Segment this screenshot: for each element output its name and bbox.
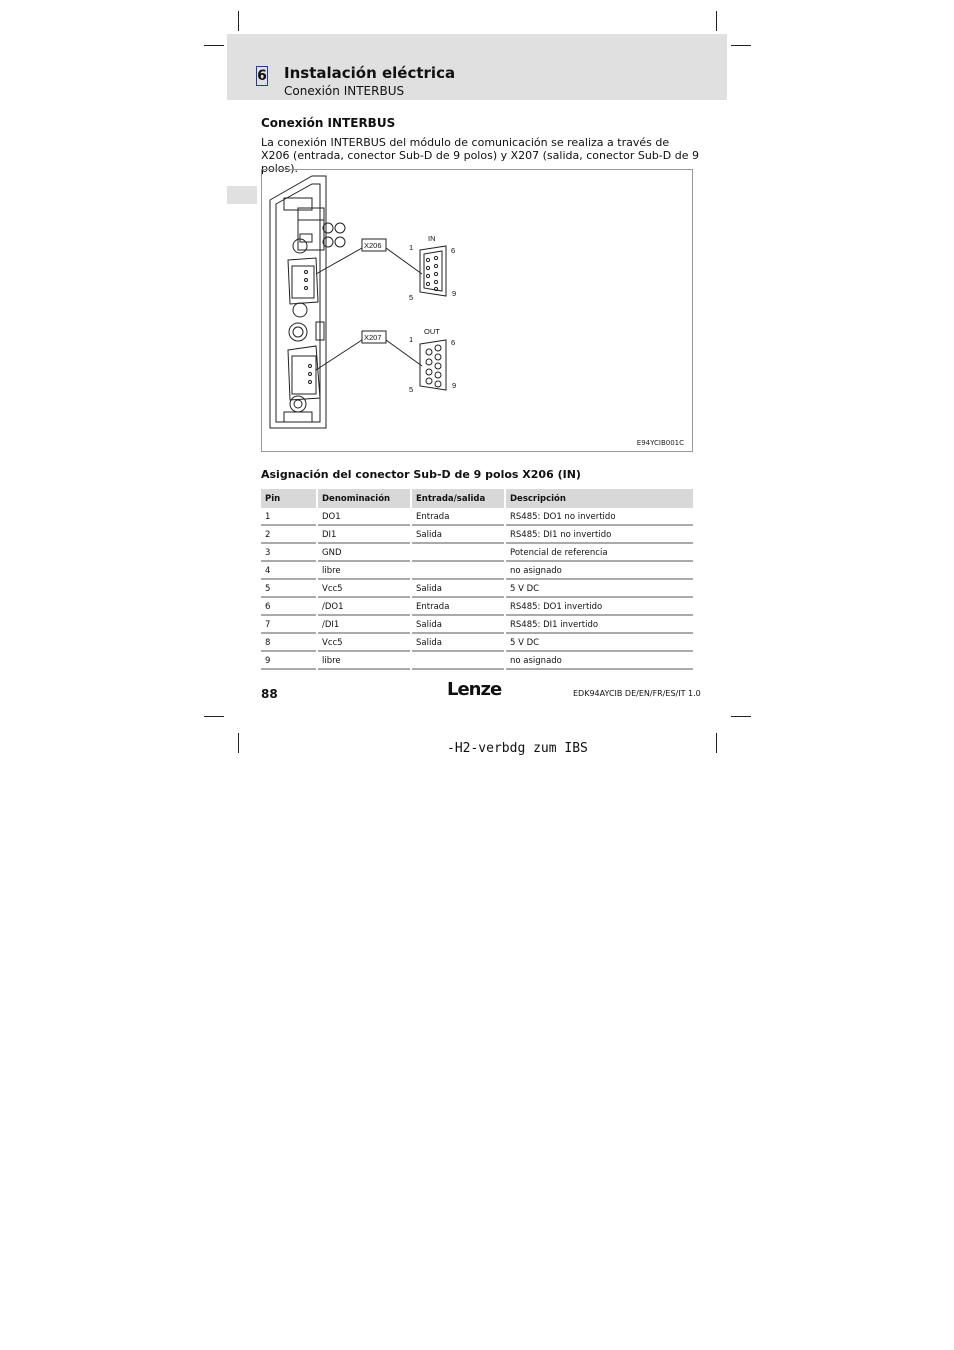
table-cell: libre — [317, 652, 411, 670]
table-row — [261, 598, 693, 616]
table-cell: 1 — [261, 508, 317, 526]
table-cell: Entrada — [411, 508, 505, 526]
intro-paragraph: La conexión INTERBUS del módulo de comunicación se realiza a través de X206 (entrada, conector Sub-D de 9 polos) y X207 (salida, conector Sub-D de 9 polos). — [261, 136, 699, 175]
table-cell: 5 — [261, 580, 317, 598]
table-cell: 3 — [261, 544, 317, 562]
connector-figure — [261, 169, 693, 452]
pin-assignment-table — [261, 489, 693, 670]
table-row — [261, 508, 693, 526]
table-cell: no asignado — [505, 652, 693, 670]
table-cell: Salida — [411, 634, 505, 652]
lenze-logo: Lenze — [447, 679, 502, 700]
chapter-title: Instalación eléctrica — [284, 64, 456, 82]
in-pin6-label: 6 — [451, 246, 456, 255]
table-row — [261, 616, 693, 634]
in-pin9-label: 9 — [452, 289, 457, 298]
chapter-number: 6 — [257, 68, 267, 84]
out-label: OUT — [424, 327, 440, 336]
crop-mark — [204, 45, 224, 46]
table-cell: 2 — [261, 526, 317, 544]
section-title: Conexión INTERBUS — [261, 116, 396, 130]
table-cell: Salida — [411, 526, 505, 544]
table-row — [261, 526, 693, 544]
table-cell: RS485: DO1 invertido — [505, 598, 693, 616]
out-pin1-label: 1 — [409, 335, 414, 344]
out-pin6-label: 6 — [451, 338, 456, 347]
column-header: Pin — [261, 489, 317, 508]
chapter-subtitle: Conexión INTERBUS — [284, 84, 405, 98]
crop-mark — [716, 11, 717, 31]
module-drawing — [262, 170, 694, 453]
table-cell: DO1 — [317, 508, 411, 526]
side-tab-marker — [227, 186, 257, 204]
crop-mark — [238, 11, 239, 31]
column-header: Denominación — [317, 489, 411, 508]
table-cell: 6 — [261, 598, 317, 616]
table-cell: libre — [317, 562, 411, 580]
table-cell: Vcc5 — [317, 580, 411, 598]
table-cell: RS485: DI1 invertido — [505, 616, 693, 634]
table-cell: RS485: DI1 no invertido — [505, 526, 693, 544]
table-cell: /DI1 — [317, 616, 411, 634]
in-pin1-label: 1 — [409, 243, 414, 252]
table-cell: Salida — [411, 616, 505, 634]
table-row — [261, 562, 693, 580]
table-row — [261, 544, 693, 562]
out-pin5-label: 5 — [409, 385, 414, 394]
table-cell: Vcc5 — [317, 634, 411, 652]
table-row — [261, 580, 693, 598]
table-cell: 5 V DC — [505, 634, 693, 652]
in-label: IN — [428, 234, 436, 243]
footer-note: -H2-verbdg zum IBS — [447, 741, 588, 756]
x207-label: X207 — [364, 333, 382, 342]
table-cell: GND — [317, 544, 411, 562]
document-id: EDK94AYCIB DE/EN/FR/ES/IT 1.0 — [573, 689, 701, 698]
crop-mark — [731, 716, 751, 717]
table-cell: Potencial de referencia — [505, 544, 693, 562]
table-title: Asignación del conector Sub-D de 9 polos X206 (IN) — [261, 468, 581, 481]
out-pin9-label: 9 — [452, 381, 457, 390]
table-cell: 4 — [261, 562, 317, 580]
table-cell — [411, 652, 505, 670]
table-cell: no asignado — [505, 562, 693, 580]
table-cell: 7 — [261, 616, 317, 634]
page-number: 88 — [261, 687, 278, 701]
table-cell: DI1 — [317, 526, 411, 544]
table-cell: 9 — [261, 652, 317, 670]
table-cell: Entrada — [411, 598, 505, 616]
table-cell: Salida — [411, 580, 505, 598]
table-row — [261, 652, 693, 670]
table-row — [261, 634, 693, 652]
table-cell — [411, 544, 505, 562]
table-cell: /DO1 — [317, 598, 411, 616]
table-cell: 8 — [261, 634, 317, 652]
crop-mark — [204, 716, 224, 717]
x206-label: X206 — [364, 241, 382, 250]
crop-mark — [731, 45, 751, 46]
crop-mark — [238, 733, 239, 753]
figure-code: E94YCIB001C — [636, 439, 684, 447]
table-cell: RS485: DO1 no invertido — [505, 508, 693, 526]
table-cell — [411, 562, 505, 580]
table-header-row — [261, 489, 693, 508]
column-header: Descripción — [505, 489, 693, 508]
in-pin5-label: 5 — [409, 293, 414, 302]
crop-mark — [716, 733, 717, 753]
column-header: Entrada/salida — [411, 489, 505, 508]
table-cell: 5 V DC — [505, 580, 693, 598]
